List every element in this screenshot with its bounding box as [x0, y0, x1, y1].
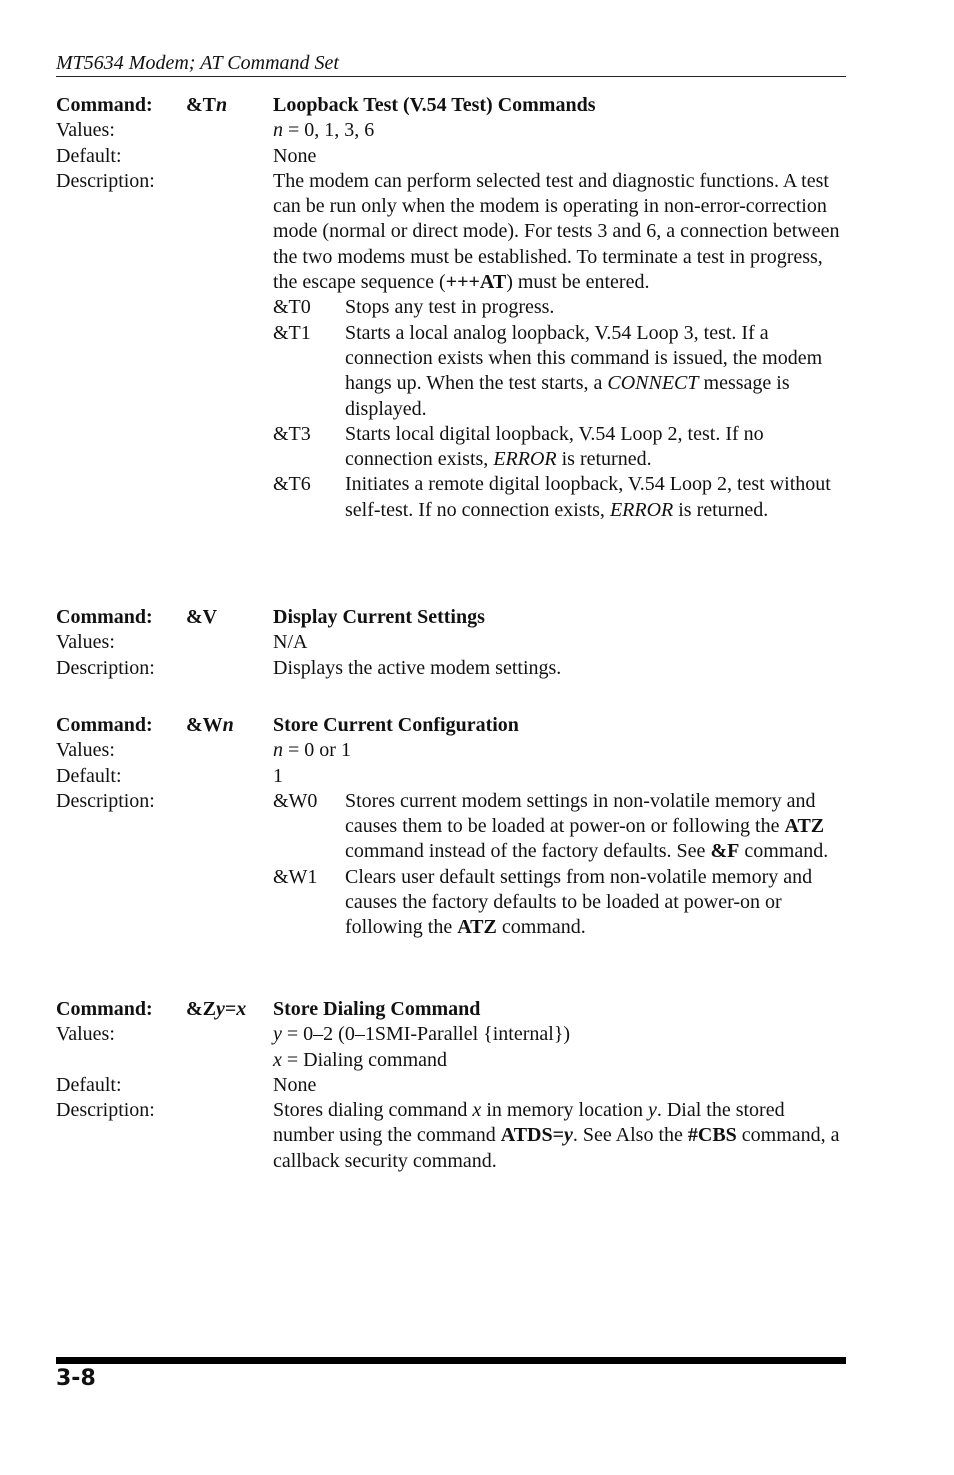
page-number: 3-8 [56, 1366, 96, 1391]
values-label: Values: [56, 1023, 115, 1046]
values-text: N/A [273, 631, 308, 654]
subcommand-t3 [273, 422, 847, 473]
command-label: Command: [56, 998, 153, 1020]
command-title: Loopback Test (V.54 Test) Commands [273, 94, 596, 116]
subcommand-code: &W0 [273, 789, 318, 812]
default-value: None [273, 1073, 317, 1096]
subcommand-t1 [273, 321, 847, 422]
subcommand-text: Clears user default settings from non-volatile memory and causes the factory defaults to be loaded at power-on or following the ATZ command. [345, 865, 813, 939]
command-title: Display Current Settings [273, 606, 485, 628]
command-label: Command: [56, 94, 153, 116]
values-text-x: x = Dialing command [273, 1048, 448, 1071]
subcommand-text: Stores current modem settings in non-volatile memory and causes them to be loaded at power-on or following the ATZ command instead of the factory defaults. See &F command. [345, 789, 829, 863]
command-title: Store Dialing Command [273, 998, 481, 1020]
subcommand-code: &T1 [273, 321, 311, 344]
description-text: Displays the active modem settings. [273, 656, 562, 679]
command-block-tn [56, 93, 846, 523]
command-block-wn [56, 713, 846, 941]
values-text: n = 0 or 1 [273, 739, 351, 762]
command-label: Command: [56, 606, 153, 628]
default-value: None [273, 144, 317, 167]
subcommand-text: Stops any test in progress. [345, 296, 555, 319]
default-label: Default: [56, 764, 122, 787]
subcommand-t0 [273, 295, 847, 320]
subcommand-code: &W1 [273, 865, 318, 888]
command-code: &Wn [186, 714, 234, 736]
subcommand-w1 [273, 865, 847, 941]
values-text: n = 0, 1, 3, 6 [273, 119, 375, 142]
command-block-zy [56, 997, 846, 1174]
default-label: Default: [56, 144, 122, 167]
subcommand-code: &T6 [273, 473, 311, 496]
running-header: MT5634 Modem; AT Command Set [56, 50, 846, 77]
subcommand-code: &T0 [273, 296, 311, 319]
default-label: Default: [56, 1073, 122, 1096]
subcommand-text: Initiates a remote digital loopback, V.54 Loop 2, test without self-test. If no connection exists, ERROR is returned. [345, 473, 831, 521]
command-code: &V [186, 606, 218, 628]
subcommand-text: Starts local digital loopback, V.54 Loop 2, test. If no connection exists, ERROR is returned. [345, 422, 764, 471]
description-label: Description: [56, 789, 155, 812]
description-label: Description: [56, 1099, 155, 1122]
description-text: Stores dialing command x in memory location y. Dial the stored number using the command ATDS=y. See Also the #CBS command, a callback security command. [273, 1099, 840, 1172]
command-title: Store Current Configuration [273, 714, 519, 736]
values-label: Values: [56, 119, 115, 142]
command-label: Command: [56, 714, 153, 736]
default-value: 1 [273, 764, 283, 787]
subcommand-t6 [273, 472, 847, 523]
command-block-v [56, 605, 846, 681]
command-code: &Zy=x [186, 998, 247, 1020]
description-label: Description: [56, 656, 155, 679]
subcommand-text: Starts a local analog loopback, V.54 Loop 3, test. If a connection exists when this command is issued, the modem hangs up. When the test starts, a CONNECT message is displayed. [345, 321, 823, 420]
command-code: &Tn [186, 94, 228, 116]
subcommand-code: &T3 [273, 422, 311, 445]
description-label: Description: [56, 169, 155, 192]
values-label: Values: [56, 631, 115, 654]
subcommand-w0 [273, 789, 847, 865]
description-text: The modem can perform selected test and diagnostic functions. A test can be run only when the modem is operating in non-error-correction mode (normal or direct mode). For tests 3 and 6, a connection between the two modems must be established. To terminate a test in progress, the escape sequence (+++AT) must be entered. [273, 169, 840, 294]
values-label: Values: [56, 739, 115, 762]
values-text-y: y = 0–2 (0–1SMI-Parallel {internal}) [273, 1023, 571, 1046]
footer-rule [56, 1357, 846, 1364]
